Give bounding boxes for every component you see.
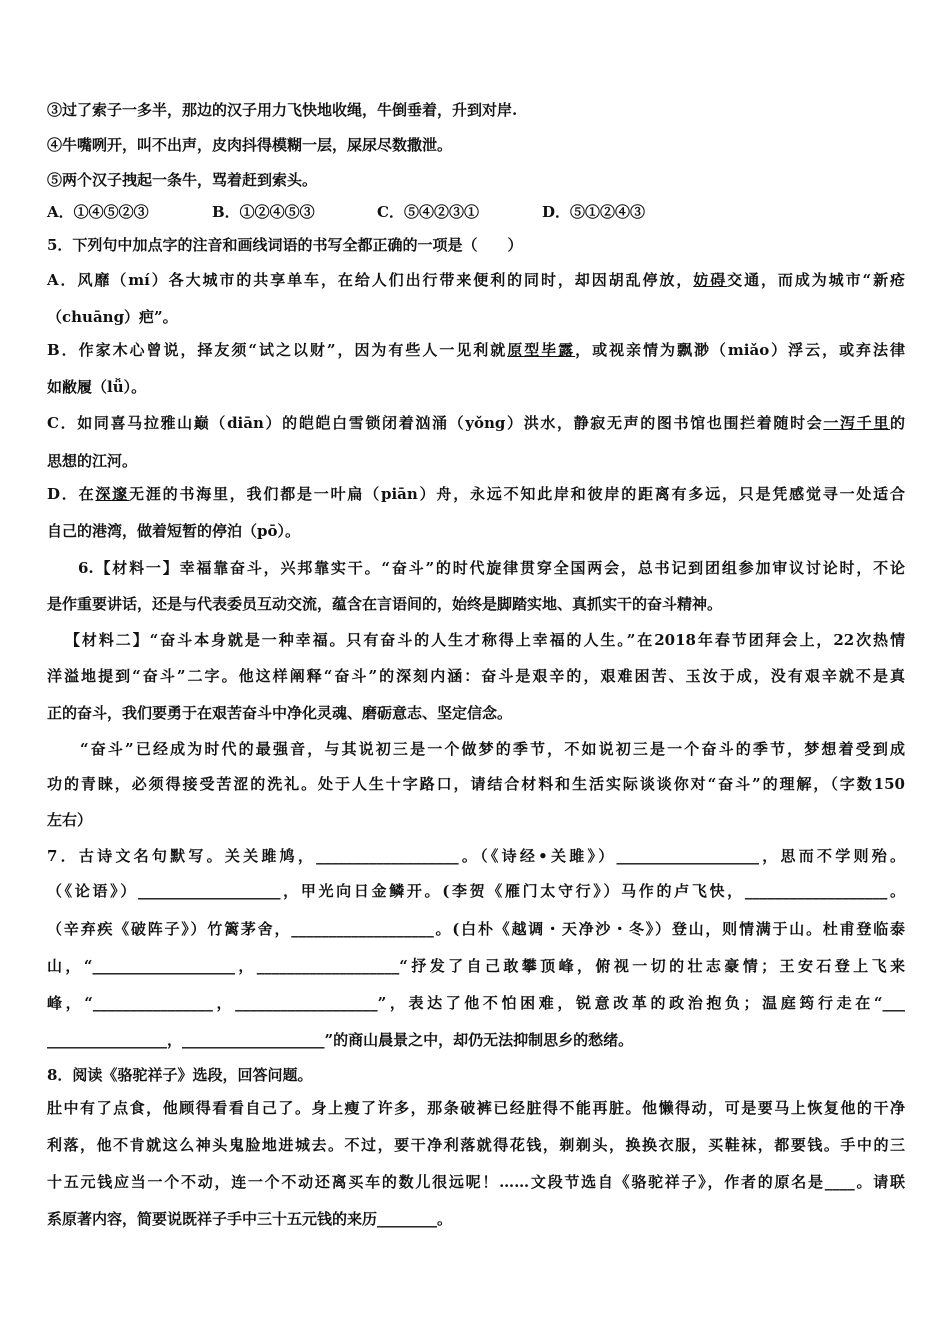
text-line: [47, 1209, 905, 1229]
text-segment: 左右）: [47, 811, 93, 829]
text-segment: A．风靡（mí）各大城市的共享单车，在给人们出行带来便利的同时，却因胡乱停放，: [47, 271, 694, 289]
text-segment: 山，“___________________，___________________“抒发了自己敢攀顶峰，俯视一切的壮志豪情；王安石登上飞来: [47, 957, 905, 975]
answer-options: [47, 202, 905, 222]
text-line: [47, 666, 905, 686]
text-line: [47, 1172, 905, 1192]
option-C: C．⑤④②③①: [377, 203, 479, 221]
text-line: [47, 340, 905, 360]
underlined-word: 深邃: [95, 485, 130, 503]
text-line: [47, 956, 905, 976]
text-segment: 自己的港湾，做着短暂的停泊（pō）。: [47, 522, 300, 540]
text-segment: C．如同喜马拉雅山巅（diān）的皑皑白雪锁闭着汹涌（yǒng）洪水，静寂无声的图书馆也围拦着随时会: [47, 414, 824, 432]
text-line: [47, 135, 905, 155]
text-segment: “奋斗”已经成为时代的最强音，与其说初三是一个做梦的季节，不如说初三是一个奋斗的季节，梦想着受到成: [80, 740, 905, 758]
text-line: [47, 846, 905, 866]
text-segment: 思想的江河。: [47, 452, 138, 470]
text-segment: 利落，他不肯就这么神头鬼脸地进城去。不过，要干净利落就得花钱，剃剃头，换换衣服，买鞋袜，都要钱。手中的三: [47, 1136, 905, 1154]
text-segment: 【材料二】“奋斗本身就是一种幸福。只有奋斗的人生才称得上幸福的人生。”在2018年春节团拜会上，22次热情: [65, 631, 905, 649]
text-line: [47, 307, 905, 327]
text-segment: 十五元钱应当一个不动，连一个不动还离买车的数儿很远呢！……文段节选自《骆驼祥子》，作者的原名是____。请联: [47, 1173, 905, 1191]
text-line: [47, 451, 905, 471]
option-D: D．⑤①②④③: [542, 203, 646, 221]
text-segment: 5．下列句中加点字的注音和画线词语的书写全都正确的一项是（ ）: [47, 236, 523, 254]
text-segment: 功的青睐，必须得接受苦涩的洗礼。处于人生十字路口，请结合材料和生活实际谈谈你对“奋斗”的理解，（字数150: [47, 775, 905, 793]
underlined-word: 妨碍: [693, 271, 728, 289]
option-A: A．①④⑤②③: [47, 203, 149, 221]
text-segment: ，或视亲情为飘渺（miǎo）浮云，或弃法律: [575, 341, 906, 359]
text-segment: 正的奋斗，我们要勇于在艰苦奋斗中净化灵魂、磨砺意志、坚定信念。: [47, 704, 513, 722]
text-line: [47, 377, 905, 397]
text-line: [78, 558, 905, 578]
text-line: [80, 739, 905, 759]
text-line: [47, 919, 905, 939]
text-line: [47, 100, 905, 120]
text-line: [47, 810, 905, 830]
text-line: [47, 170, 905, 190]
text-line: [47, 1030, 905, 1050]
text-segment: 8．阅读《骆驼祥子》选段，回答问题。: [47, 1066, 313, 1084]
text-segment: B．作家木心曾说，择友须“试之以财”，因为有些人一见利就: [47, 341, 508, 359]
text-line: [47, 703, 905, 723]
text-segment: 如敝履（lǚ）。: [47, 378, 147, 396]
text-segment: 的: [889, 414, 905, 432]
text-segment: 洋溢地提到“奋斗”二字。他这样阐释“奋斗”的深刻内涵：奋斗是艰辛的，艰难困苦、玉汝于成，没有艰辛就不是真: [47, 667, 905, 685]
text-segment: 是作重要讲话，还是与代表委员互动交流，蕴含在言语间的，始终是脚踏实地、真抓实干的奋斗精神。: [47, 595, 723, 613]
text-line: [47, 521, 905, 541]
option-B: B．①②④⑤③: [212, 203, 315, 221]
text-line: [47, 594, 905, 614]
text-line: [47, 1135, 905, 1155]
text-segment: （chuāng）疤”。: [47, 308, 178, 326]
text-line: [47, 270, 905, 290]
text-segment: 交通，而成为城市“新疮: [727, 271, 905, 289]
text-segment: D．在: [47, 485, 96, 503]
text-line: [47, 484, 905, 504]
text-segment: ⑤两个汉子拽起一条牛，骂着赶到索头。: [47, 171, 318, 189]
text-line: [47, 993, 905, 1013]
text-segment: 6.【材料一】幸福靠奋斗，兴邦靠实干。“奋斗”的时代旋律贯穿全国两会，总书记到团组参加审议讨论时，不论: [78, 559, 905, 577]
underlined-word: 原型毕露: [507, 341, 576, 359]
text-line: [65, 630, 905, 650]
text-line: [47, 235, 905, 255]
text-line: [47, 774, 905, 794]
text-segment: ________________，___________________”的商山晨景之中，却仍无法抑制思乡的愁绪。: [47, 1031, 634, 1049]
text-segment: （《论语》）___________________，甲光向日金鳞开。(李贺《雁门太守行》）马作的卢飞快，___________________。: [47, 882, 905, 900]
text-line: [47, 1098, 905, 1118]
text-line: [47, 881, 905, 901]
text-line: [47, 413, 905, 433]
text-segment: 7．古诗文名句默写。关关雎鸠，___________________。（《诗经•关雎》）___________________，思而不学则殆。: [47, 847, 905, 865]
text-segment: ④牛嘴咧开，叫不出声，皮肉抖得模糊一层，屎尿尽数撒泄。: [47, 136, 453, 154]
text-segment: （辛弃疾《破阵子》）竹篱茅舍，___________________。(白朴《越调・天净沙・冬》）登山，则情满于山。杜甫登临泰: [47, 920, 905, 938]
text-segment: 肚中有了点食，他顾得看看自己了。身上瘦了许多，那条破裤已经脏得不能再脏。他懒得动，可是要马上恢复他的干净: [47, 1099, 905, 1117]
underlined-word: 一泻千里: [823, 414, 890, 432]
text-line: [47, 1065, 905, 1085]
text-segment: 峰，“________________，___________________”，表达了他不怕困难，锐意改革的政治抱负；温庭筠行走在“___: [47, 994, 905, 1012]
text-segment: 无涯的书海里，我们都是一叶扁（piān）舟，永远不知此岸和彼岸的距离有多远，只是凭感觉寻一处适合: [129, 485, 905, 503]
text-segment: ③过了索子一多半，那边的汉子用力飞快地收绳，牛倒垂着，升到对岸.: [47, 101, 518, 119]
text-segment: 系原著内容，简要说既祥子手中三十五元钱的来历________。: [47, 1210, 453, 1228]
